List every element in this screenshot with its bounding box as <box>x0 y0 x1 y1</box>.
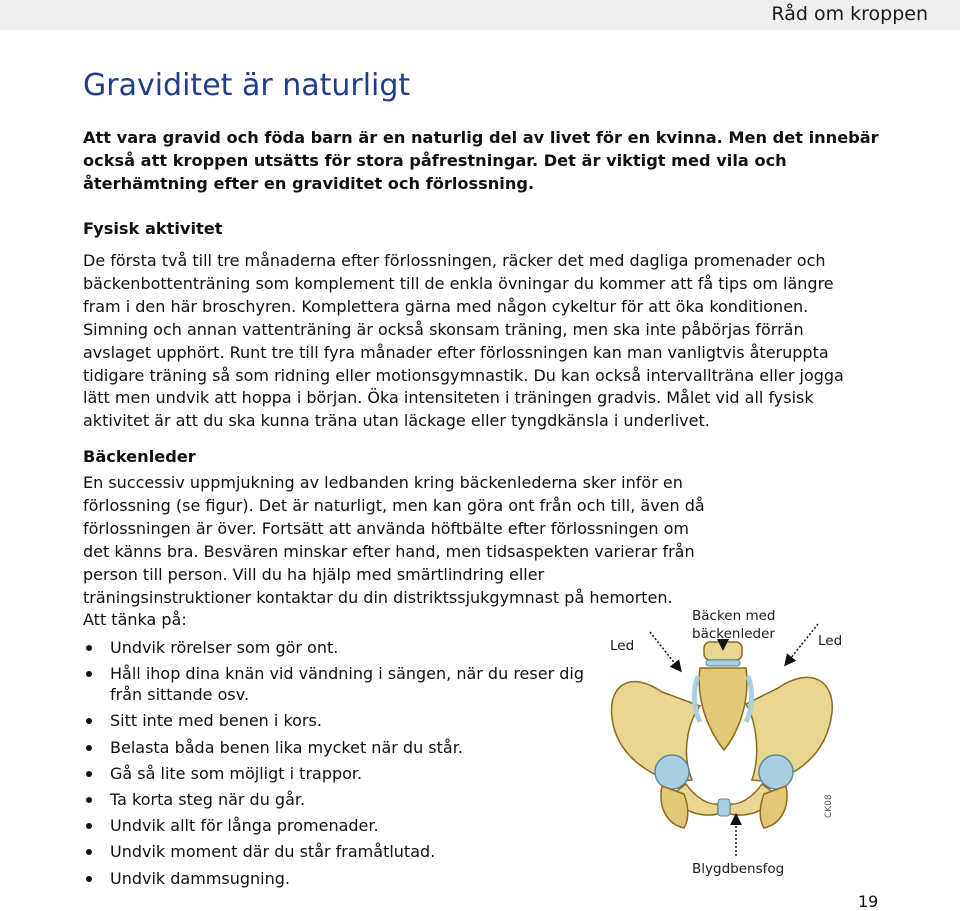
page-number: 19 <box>858 892 879 911</box>
list-item: Håll ihop dina knän vid vändning i sängen, när du reser dig från sittande osv. <box>83 663 603 705</box>
pubic-symphysis <box>718 799 730 816</box>
list-item: Ta korta steg när du går. <box>83 789 603 810</box>
arrow-joint-left <box>650 632 680 670</box>
list-item: Undvik moment där du står framåtlutad. <box>83 841 603 862</box>
sacrum <box>699 668 747 750</box>
physical-activity-heading: Fysisk aktivitet <box>83 219 223 238</box>
figure-label-pelvis: Bäcken med bäckenleder <box>692 608 776 642</box>
list-item: Belasta båda benen lika mycket när du står. <box>83 737 603 758</box>
tips-list <box>83 637 603 894</box>
header-section-title: Råd om kroppen <box>771 3 928 25</box>
pelvic-joints-paragraph: En successiv uppmjukning av ledbanden kring bäckenlederna sker inför en förlossning (se figur). Det är naturligt, men kan göra ont från och till, även då förlossningen är över. Fortsätt att använda höftbälte efter förlossningen om det känns bra. Besvären minskar efter hand, men tidsaspekten varierar från person till person. Vill du ha hjälp med smärtlindring eller träningsinstruktioner kontaktar du din distriktssjukgymnast på hemorten. <box>83 473 705 607</box>
pelvis-illustration <box>600 600 850 862</box>
tips-heading: Att tänka på: <box>83 610 187 629</box>
list-item: Undvik dammsugning. <box>83 868 603 889</box>
list-item: Gå så lite som möjligt i trappor. <box>83 763 603 784</box>
lumbar-disc <box>706 660 740 666</box>
left-hip-socket <box>655 755 689 789</box>
list-item: Undvik rörelser som gör ont. <box>83 637 603 658</box>
pelvic-joints-heading: Bäckenleder <box>83 447 196 466</box>
intro-paragraph: Att vara gravid och föda barn är en naturlig del av livet för en kvinna. Men det innebär också att kroppen utsätts för stora påfrestningar. Det är viktigt med vila och återhämtning efter en graviditet och förlossning. <box>83 128 879 193</box>
figure-label-symphysis: Blygdbensfog <box>692 861 785 877</box>
list-item: Undvik allt för långa promenader. <box>83 815 603 836</box>
right-hip-socket <box>759 755 793 789</box>
figure-label-joint-left: Led <box>610 638 635 654</box>
illustrator-signature: CK08 <box>824 794 834 818</box>
arrow-joint-right <box>786 624 818 664</box>
header-bar <box>0 0 960 30</box>
lumbar-vertebra <box>704 642 742 660</box>
list-item: Sitt inte med benen i kors. <box>83 710 603 731</box>
physical-activity-paragraph: De första två till tre månaderna efter förlossningen, räcker det med dagliga promenader och bäckenbottenträning som komplement till de enkla övningar du kommer att få tips om längre fram i den här broschyren. Komplettera gärna med någon cykeltur för att öka konditionen. Simning och annan vattenträning är också skonsam träning, men ska inte påbörjas förrän avslaget upphört. Runt tre till fyra månader efter förlossningen kan man vanligtvis återuppta tidigare träning så som ridning eller motionsgymnastik. Du kan också intervallträna eller jogga lätt men undvik att hoppa i början. Öka intensiteten i träningen gradvis. Målet vid all fysisk aktivitet är att du ska kunna träna utan läckage eller tyngdkänsla i underlivet. <box>83 251 844 431</box>
page-title: Graviditet är naturligt <box>83 68 411 103</box>
figure-label-joint-right: Led <box>818 633 843 649</box>
